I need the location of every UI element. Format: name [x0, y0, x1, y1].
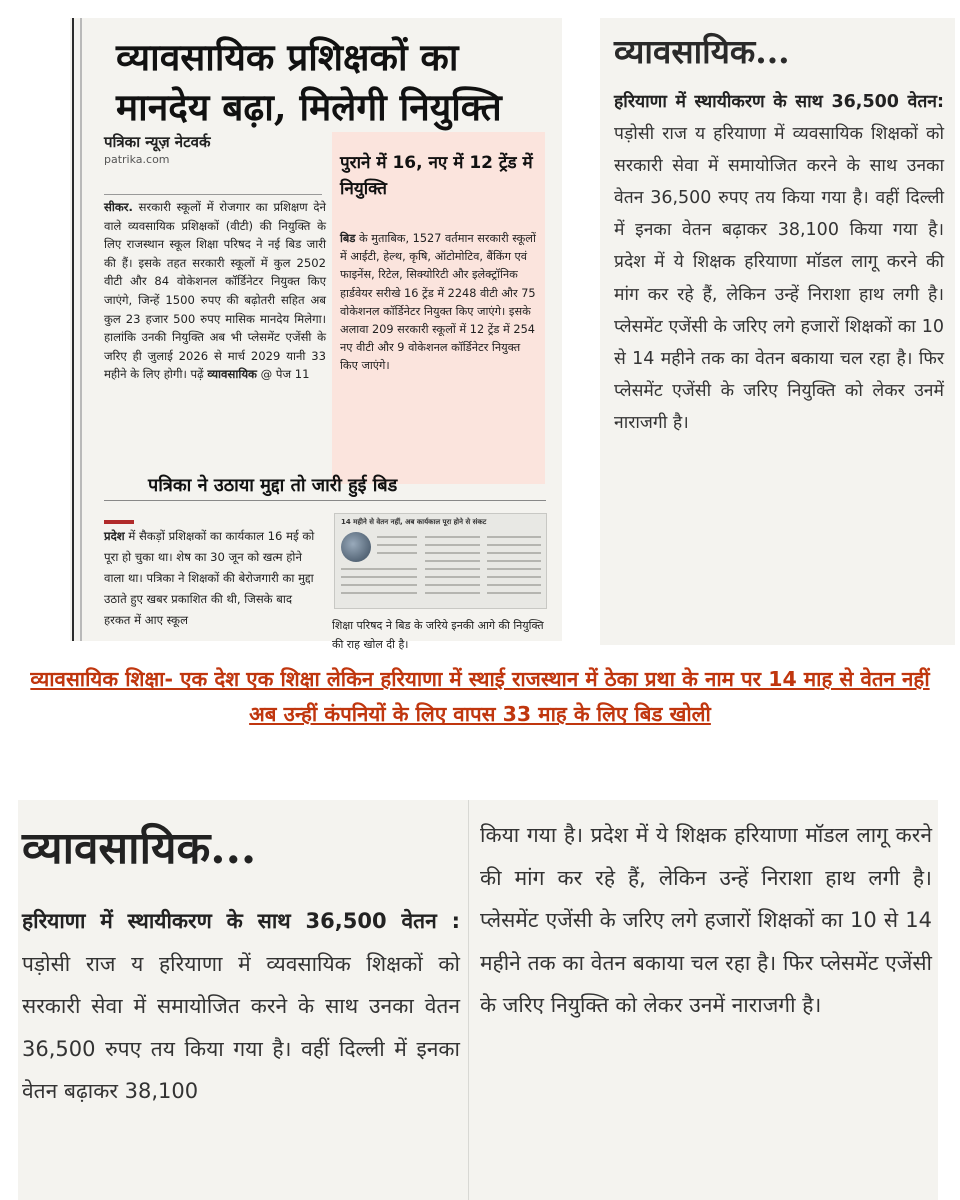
thumbnail-text-line: [341, 592, 417, 594]
article-headline: व्यावसायिक प्रशिक्षकों का मानदेय बढ़ा, मिलेगी नियुक्ति: [116, 35, 502, 129]
thumbnail-text-line: [341, 576, 417, 578]
thumbnail-text-line: [487, 544, 541, 546]
continue-page: @ पेज 11: [256, 367, 310, 382]
continuation-body: [614, 86, 944, 439]
continuation-lead: हरियाणा में स्थायीकरण के साथ 36,500 वेतन :: [22, 909, 460, 933]
sidebar-title: पुराने में 16, नए में 12 ट्रेंड में नियुक्ति: [340, 153, 533, 199]
thumbnail-text-line: [487, 584, 541, 586]
column-rule: [80, 18, 82, 641]
continue-word: व्यावसायिक: [207, 367, 257, 382]
newspaper-clip-bottom: [18, 800, 938, 1200]
divider: [104, 500, 546, 501]
continuation-text: पड़ोसी राज य हरियाणा में व्यवसायिक शिक्षकों को सरकारी सेवा में समायोजित करने के साथ उनका वेतन 36,500 रुपए तय किया गया है। वहीं दिल्ली में इनका वेतन बढ़ाकर 38,100: [22, 951, 460, 1103]
newspaper-clip-right: [600, 18, 955, 645]
continuation-column-left: [22, 900, 460, 1113]
continuation-column-right: किया गया है। प्रदेश में ये शिक्षक हरियाणा मॉडल लागू करने की मांग कर रहे हैं, लेकिन उन्हें निराशा हाथ लगी है। प्लेसमेंट एजेंसी के जरिए लगे हजारों शिक्षकों का 10 से 14 महीने तक का वेतन बकाया चल रहा है। फिर प्लेसमेंट एजेंसी के जरिए नियुक्ति को लेकर उनमें नाराजगी है।: [480, 823, 932, 1017]
sidebar-body: [340, 230, 540, 376]
continuation-kicker: व्यावसायिक...: [22, 823, 257, 874]
continue-prefix: पढ़ें: [186, 367, 208, 382]
thumbnail-text-line: [425, 552, 480, 554]
thumbnail-text-line: [487, 576, 541, 578]
sub-article-text: में सैकड़ों प्रशिक्षकों का कार्यकाल 16 मई को पूरा हो चुका था। शेष का 30 जून को खत्म होने वाला था। पत्रिका ने शिक्षकों की बेरोजगारी का मुद्दा उठाते हुए खबर प्रकाशित की थी, जिसके बाद हरकत में आए स्कूल: [104, 529, 315, 627]
sidebar-text: के मुताबिक, 1527 वर्तमान सरकारी स्कूलों में आईटी, हेल्थ, कृषि, ऑटोमोटिव, बैंकिंग एवं फाइनेंस, रिटेल, सिक्योरिटी और इलेक्ट्रॉनिक हार्डवेयर सरीखे 16 ट्रेंड में 2248 वीटी और 75 वोकेशनल कॉर्डिनेटर नियुक्त किए जाएंगे। इसके अलावा 209 सरकारी स्कूलों में 12 ट्रेंड में 254 नए वीटी और 9 वोकेशनल कॉर्डिनेटर नियुक्त किए जाएंगे।: [340, 232, 536, 373]
summary-banner: व्यावसायिक शिक्षा- एक देश एक शिक्षा लेकिन हरियाणा में स्थाई राजस्थान में ठेका प्रथा के नाम पर 14 माह से वेतन नहीं अब उन्हीं कंपनियों के लिए वापस 33 माह के लिए बिड खोली: [30, 667, 930, 726]
thumbnail-text-line: [377, 544, 417, 546]
continuation-kicker: व्यावसायिक...: [614, 32, 790, 71]
thumbnail-text-line: [425, 592, 480, 594]
thumbnail-headline: 14 महीने से वेतन नहीं, अब कार्यकाल पूरा होने से संकट: [341, 518, 487, 526]
thumbnail-text-line: [487, 560, 541, 562]
dateline: सीकर.: [104, 200, 133, 214]
thumbnail-caption: शिक्षा परिषद ने बिड के जरिये इनकी आगे की नियुक्ति की राह खोल दी है।: [332, 619, 544, 651]
thumbnail-text-line: [487, 552, 541, 554]
thumbnail-text-line: [425, 536, 480, 538]
column-rule: [72, 18, 74, 641]
thumbnail-text-line: [425, 568, 480, 570]
thumbnail-text-line: [377, 552, 417, 554]
earlier-article-thumbnail: [334, 513, 547, 609]
thumbnail-text-line: [425, 560, 480, 562]
news-network-label: पत्रिका न्यूज़ नेटवर्क: [104, 133, 211, 151]
thumbnail-photo: [341, 532, 371, 562]
thumbnail-text-line: [487, 536, 541, 538]
continuation-lead: हरियाणा में स्थायीकरण के साथ 36,500 वेतन:: [614, 92, 944, 112]
column-gutter: [468, 800, 469, 1200]
website-label: patrika.com: [104, 153, 170, 166]
sidebar-lead: बिड: [340, 232, 356, 245]
thumbnail-text-line: [425, 576, 480, 578]
article-body-text: सरकारी स्कूलों में रोजगार का प्रशिक्षण देने वाले व्यवसायिक प्रशिक्षकों (वीटी) की नियुक्ति के लिए राजस्थान स्कूल शिक्षा परिषद ने नई बिड जारी की हैं। इसके तहत सरकारी स्कूलों में कुल 2502 वीटी और 84 वोकेशनल कॉर्डिनेटर नियुक्त किए जाएंगे, जिन्हें 1500 रुपए की बढ़ोतरी सहित अब कुल 23 हजार 500 रुपए मासिक मानदेय मिलेगा। हालांकि उनकी नियुक्ति अब भी प्लेसमेंट एजेंसी के जरिए ही जुलाई 2026 से मार्च 2029 यानी 33 महीने के लिए होगी।: [104, 200, 326, 382]
thumbnail-text-line: [377, 536, 417, 538]
article-body: [104, 198, 326, 384]
newspaper-clip-main: [70, 18, 562, 651]
sidebar-box: [332, 132, 545, 484]
thumbnail-text-line: [487, 592, 541, 594]
sub-headline: पत्रिका ने उठाया मुद्दा तो जारी हुई बिड: [148, 475, 398, 496]
continuation-text: पड़ोसी राज य हरियाणा में व्यवसायिक शिक्षकों को सरकारी सेवा में समायोजित करने के साथ उनका वेतन 36,500 रुपए तय किया गया है। वहीं दिल्ली में इनका वेतन बढ़ाकर 38,100 किया गया है। प्रदेश में ये शिक्षक हरियाणा मॉडल लागू करने की मांग कर रहे हैं, लेकिन उन्हें निराशा हाथ लगी है। प्लेसमेंट एजेंसी के जरिए लगे हजारों शिक्षकों का 10 से 14 महीने तक का वेतन बकाया चल रहा है। फिर प्लेसमेंट एजेंसी के जरिए नियुक्ति को लेकर उनमें नाराजगी है।: [614, 124, 944, 433]
sub-article-lead: प्रदेश: [104, 529, 125, 543]
thumbnail-text-line: [341, 568, 417, 570]
accent-bar: [104, 520, 134, 524]
thumbnail-text-line: [341, 584, 417, 586]
thumbnail-text-line: [425, 584, 480, 586]
thumbnail-text-line: [487, 568, 541, 570]
divider: [104, 194, 322, 195]
sub-article-body: [104, 526, 319, 631]
thumbnail-text-line: [425, 544, 480, 546]
